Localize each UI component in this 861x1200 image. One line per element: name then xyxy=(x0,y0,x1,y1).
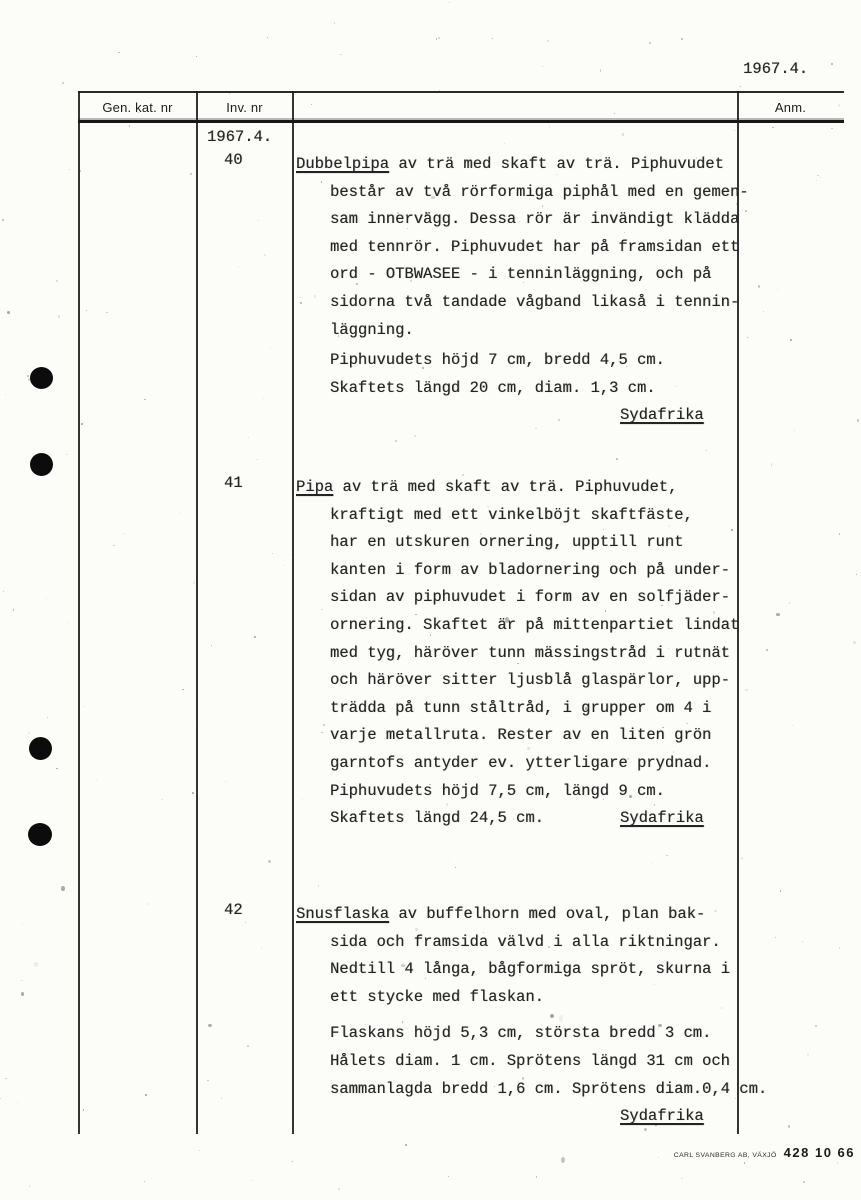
punch-hole xyxy=(28,823,52,846)
table-divider-inv-desc xyxy=(292,91,294,1134)
description-line: och häröver sitter ljusblå glaspärlor, upp- xyxy=(330,671,730,690)
description-line xyxy=(296,151,861,179)
measurements xyxy=(296,778,861,833)
description-line: med tennrör. Piphuvudet har på framsidan ett xyxy=(330,237,740,256)
column-header-inv-nr: Inv. nr xyxy=(226,100,263,115)
table-header-separator xyxy=(78,120,844,123)
column-header-gen-kat-nr: Gen. kat. nr xyxy=(102,100,173,115)
inv-number: 40 xyxy=(224,151,243,169)
measurement-line: sammanlagda bredd 1,6 cm. Sprötens diam.0,4 cm. xyxy=(330,1079,768,1098)
object-term: Snusflaska xyxy=(296,905,390,923)
description-line: kraftigt med ett vinkelböjt skaftfäste, xyxy=(330,505,693,524)
entry-description xyxy=(296,151,861,430)
description-line: har en utskuren ornering, upptill runt xyxy=(330,533,684,552)
description-line: ett stycke med flaskan. xyxy=(330,987,544,1006)
description-line: sam innervägg. Dessa rör är invändigt klädda xyxy=(330,210,740,229)
measurement-line: Piphuvudets höjd 7,5 cm, längd 9 cm. xyxy=(330,781,665,800)
measurements xyxy=(296,1020,861,1130)
description-text: av trä med skaft av trä. Piphuvudet xyxy=(389,155,724,173)
measurement-line: Hålets diam. 1 cm. Sprötens längd 31 cm och xyxy=(330,1051,730,1070)
inv-number: 41 xyxy=(224,474,243,492)
measurement-line: Skaftets längd 20 cm, diam. 1,3 cm. xyxy=(330,378,656,397)
printer-footer xyxy=(640,1145,855,1160)
measurement-line: Flaskans höjd 5,3 cm, största bredd 3 cm. xyxy=(330,1024,712,1043)
table-divider-genkat-inv xyxy=(196,91,198,1134)
year-label-top-right: 1967.4. xyxy=(743,60,809,78)
description-line: Nedtill 4 långa, bågformiga spröt, skurna i xyxy=(330,960,730,979)
column-header-anm: Anm. xyxy=(774,100,807,115)
punch-hole xyxy=(30,367,53,389)
origin-line xyxy=(296,1103,861,1131)
year-label-inv-column: 1967.4. xyxy=(207,128,273,146)
table-left-border xyxy=(78,91,80,1134)
description-line: består av två rörformiga piphål med en gemen- xyxy=(330,182,749,201)
origin-label: Sydafrika xyxy=(620,406,704,425)
inv-number: 42 xyxy=(224,901,243,919)
description-line xyxy=(296,901,861,929)
origin-label: Sydafrika xyxy=(620,809,704,828)
description-line: varje metallruta. Rester av en liten grön xyxy=(330,726,712,745)
printer-form-code: 428 10 66 xyxy=(783,1145,855,1160)
table-top-border xyxy=(78,91,844,93)
description-line xyxy=(296,474,861,502)
description-line: sida och framsida välvd i alla riktningar. xyxy=(330,932,721,951)
entry-description xyxy=(296,474,861,833)
description-line: ord - OTBWASEE - i tenninläggning, och på xyxy=(330,265,712,284)
description-line: ornering. Skaftet är på mittenpartiet lindat xyxy=(330,615,740,634)
object-term: Pipa xyxy=(296,478,334,496)
description-text: av trä med skaft av trä. Piphuvudet, xyxy=(333,478,678,496)
description-line: läggning. xyxy=(330,320,414,339)
description-line: trädda på tunn ståltråd, i grupper om 4 i xyxy=(330,698,712,717)
description-line: med tyg, häröver tunn mässingstråd i rutnät xyxy=(330,643,730,662)
origin-label: Sydafrika xyxy=(620,1107,704,1126)
punch-hole xyxy=(30,453,53,476)
measurement-line: Skaftets längd 24,5 cm. Sydafrika xyxy=(296,805,861,833)
description-line: sidan av piphuvudet i form av en solfjäder- xyxy=(330,588,730,607)
punch-hole xyxy=(29,737,52,760)
description-line: sidorna två tandade vågband likaså i tennin- xyxy=(330,292,740,311)
entry-description xyxy=(296,901,861,1131)
origin-line xyxy=(296,402,861,430)
measurements xyxy=(296,347,861,430)
description-text: av buffelhorn med oval, plan bak- xyxy=(389,905,706,923)
object-term: Dubbelpipa xyxy=(296,155,390,173)
measurement-line: Piphuvudets höjd 7 cm, bredd 4,5 cm. xyxy=(330,351,665,370)
description-line: garntofs antyder ev. ytterligare prydnad. xyxy=(330,753,712,772)
printer-name: CARL SVANBERG AB, VÄXJÖ xyxy=(673,1152,777,1159)
description-line: kanten i form av bladornering och på under- xyxy=(330,560,730,579)
